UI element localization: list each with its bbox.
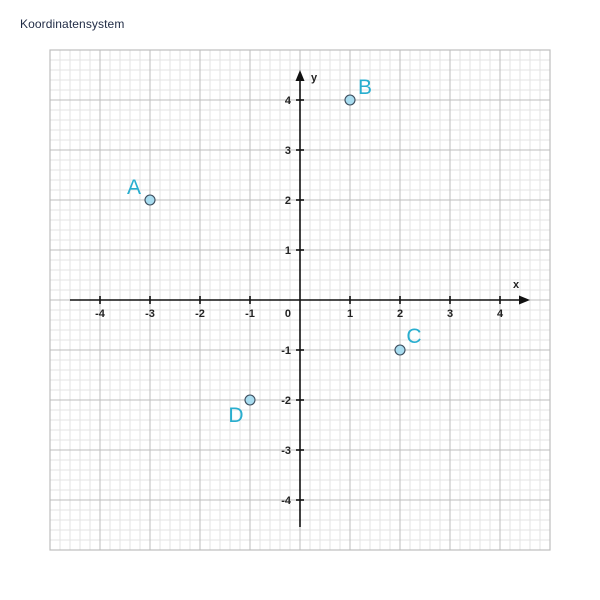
x-tick-label: 4 [496,308,504,320]
point-label-a: A [126,176,142,199]
y-tick-label: -4 [281,495,291,507]
point-label-d: D [228,404,244,427]
y-axis-arrow-icon [296,70,305,81]
x-tick-label: -3 [145,308,155,320]
origin-label: 0 [284,308,291,320]
page-title: Koordinatensystem [20,17,125,31]
point-b [345,95,355,105]
y-tick-label: 1 [284,245,291,257]
y-tick-label: 2 [284,195,291,207]
x-tick-label: 1 [346,308,354,320]
y-tick-label: 4 [284,95,291,107]
y-tick-label: -3 [281,445,291,457]
point-a [145,195,155,205]
x-tick-label: -1 [245,308,255,320]
point-c [395,345,405,355]
data-points [127,76,422,427]
x-tick-label: 2 [396,308,404,320]
x-tick-label: 3 [446,308,454,320]
y-axis-label: y [310,72,318,84]
point-label-c: C [406,325,422,348]
point-d [245,395,255,405]
x-tick-label: -2 [195,308,205,320]
y-tick-label: 3 [284,145,291,157]
point-label-b: B [357,76,373,99]
x-axis-label: x [512,279,520,291]
y-tick-label: -2 [281,395,291,407]
axes [70,70,530,527]
y-tick-label: -1 [281,345,291,357]
x-tick-label: -4 [95,308,105,320]
x-axis-arrow-icon [519,296,530,305]
